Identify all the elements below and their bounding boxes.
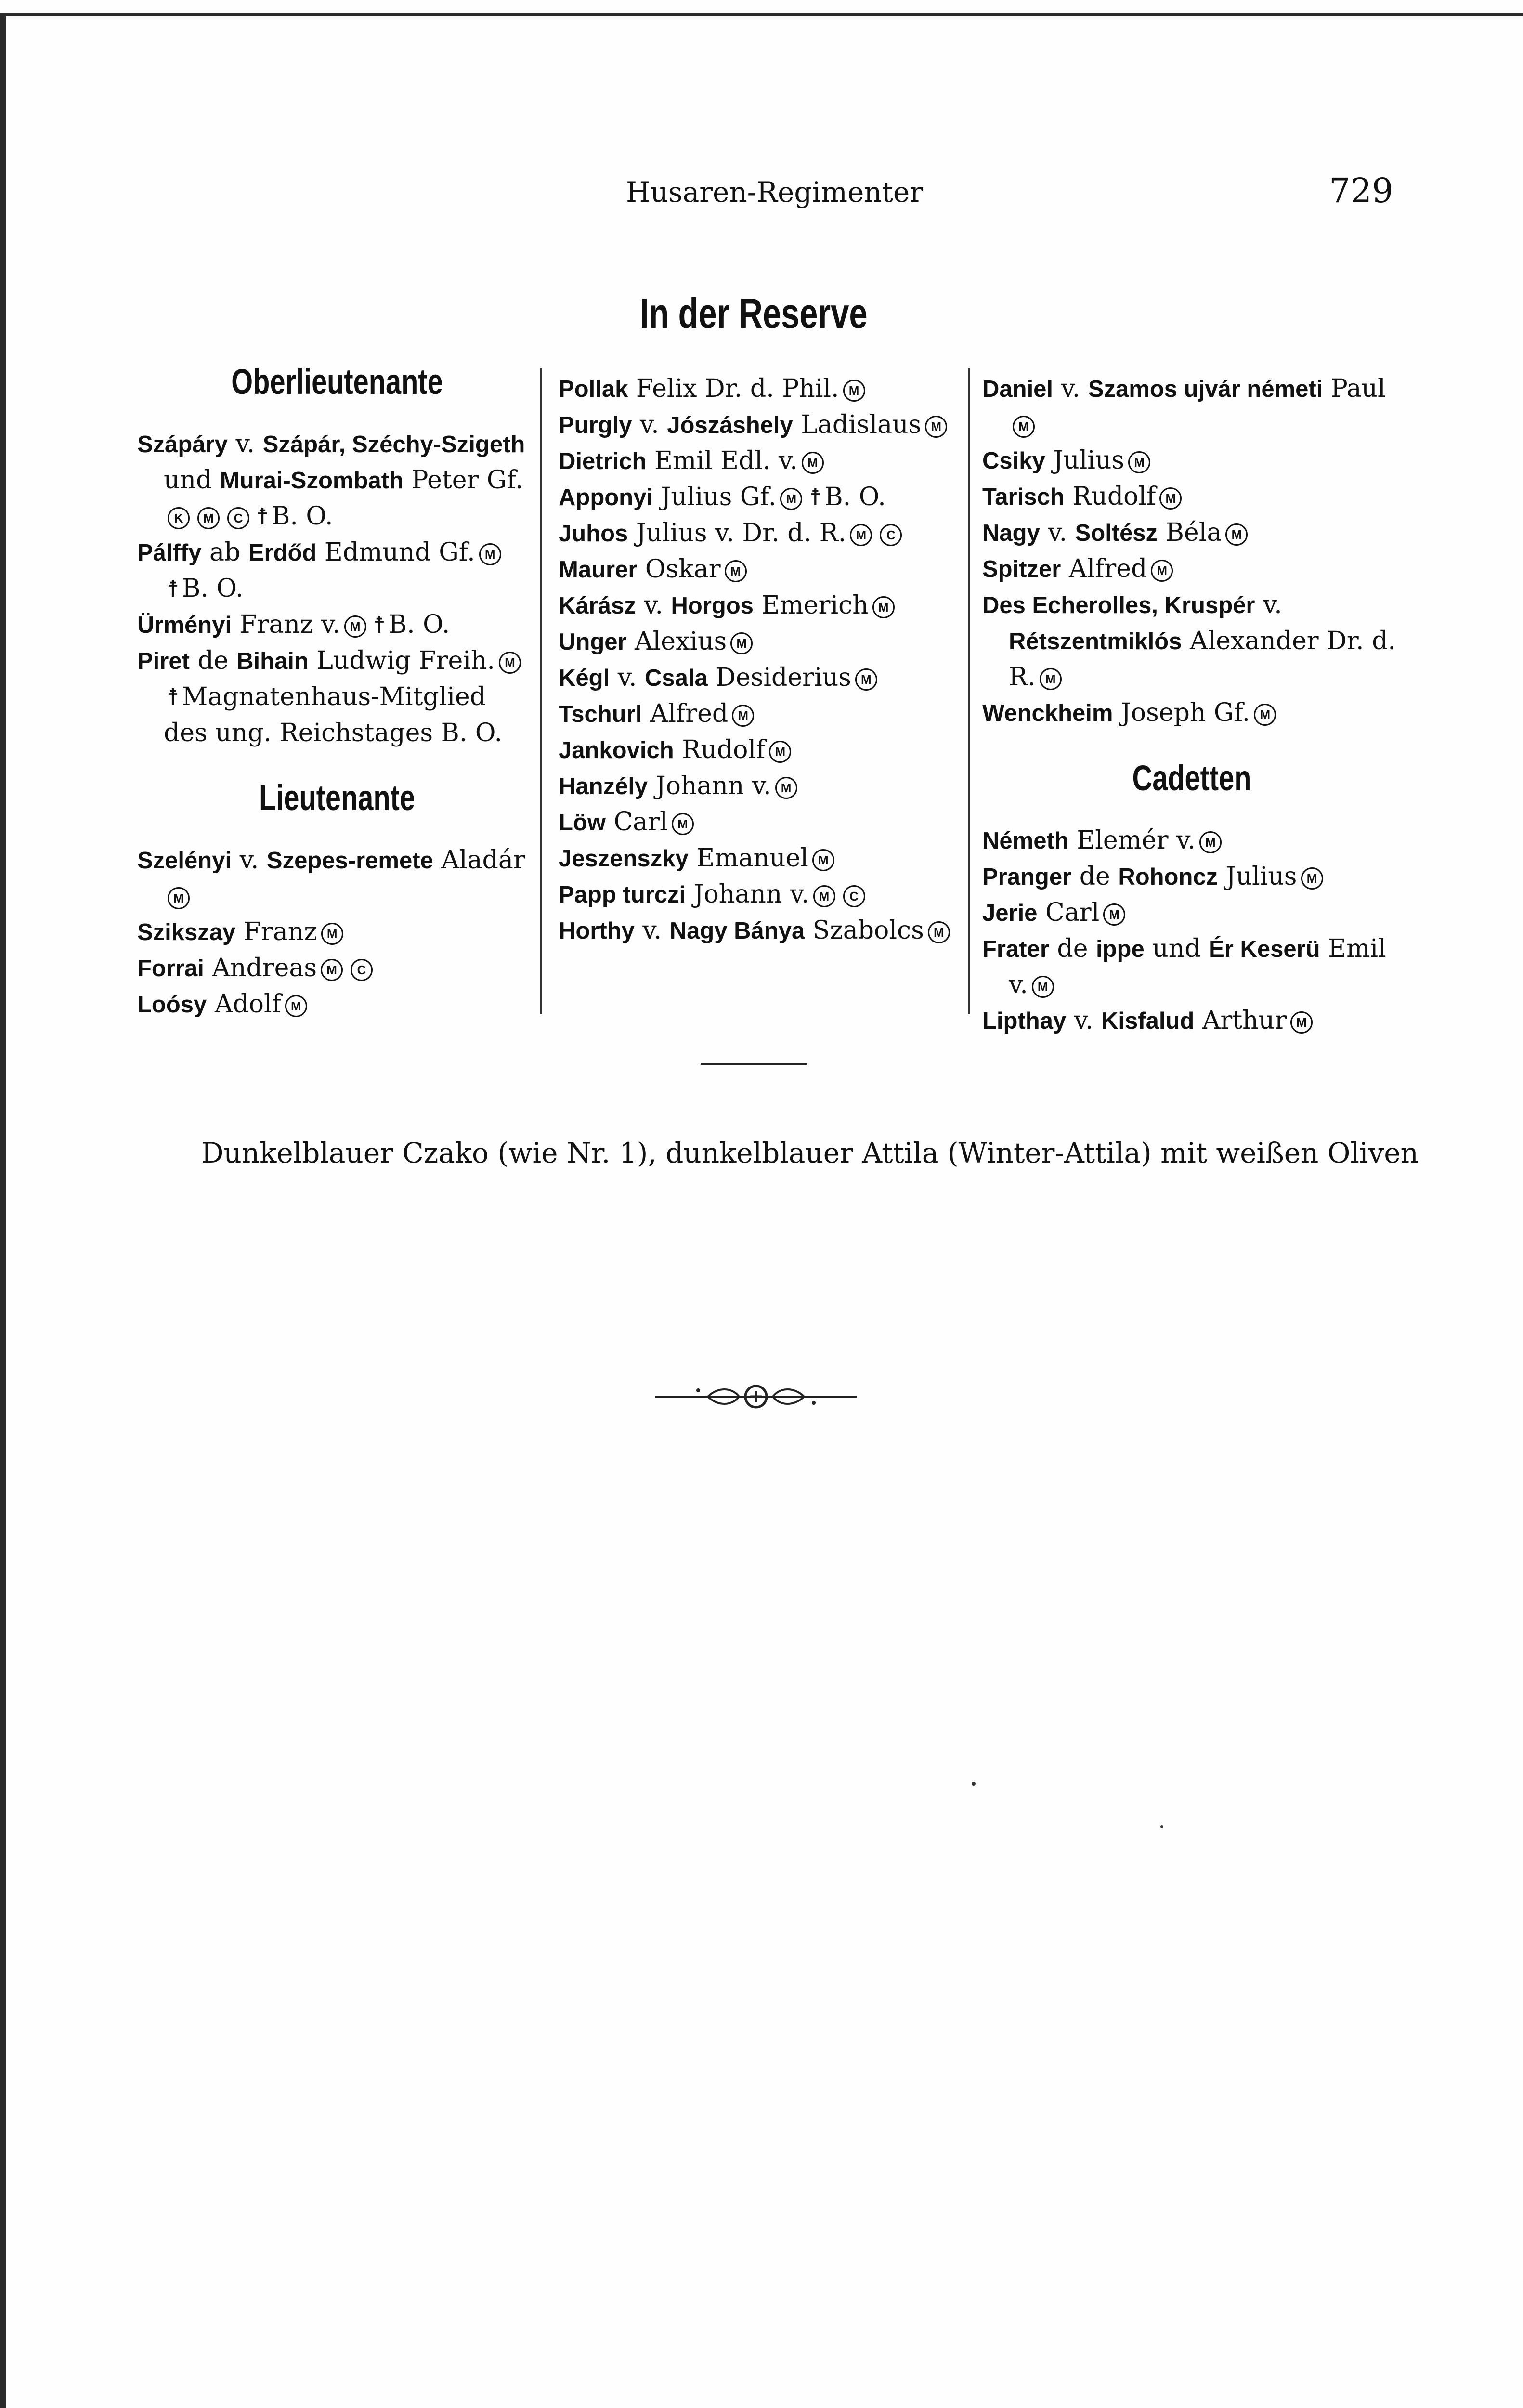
- ornament-icon: [655, 1380, 857, 1413]
- officer-entry: [137, 842, 537, 914]
- officer-surname: Pálffy: [137, 540, 202, 566]
- entry-text: Edmund Gf.: [316, 538, 475, 567]
- entry-text: v.: [1040, 518, 1075, 547]
- entry-text: Desiderius: [707, 663, 851, 692]
- officer-surname: Erdőd: [248, 540, 317, 566]
- decoration-mark-icon: M: [813, 885, 835, 907]
- decoration-mark-icon: M: [1103, 903, 1125, 926]
- officer-entry: [137, 986, 537, 1022]
- officer-entry: [559, 551, 958, 588]
- officer-surname: Wenckheim: [982, 700, 1113, 726]
- officer-entry: [137, 535, 537, 607]
- entry-text: B. O.: [824, 483, 886, 511]
- officer-surname: Bihain: [236, 648, 309, 674]
- cross-icon: ☨: [809, 484, 822, 511]
- decoration-mark-icon: M: [725, 560, 747, 582]
- officer-surname: Jeszenszky: [559, 846, 689, 872]
- officer-surname: Soltész: [1075, 520, 1158, 546]
- officer-surname: Piret: [137, 648, 190, 674]
- decoration-mark-icon: M: [732, 705, 754, 727]
- entry-text: Aladár: [433, 846, 525, 875]
- officer-surname: Szelényi: [137, 848, 232, 874]
- officer-entry: [982, 931, 1401, 1003]
- officer-surname: Hanzély: [559, 773, 648, 799]
- entry-text: Franz: [235, 917, 317, 946]
- column-2: [559, 371, 958, 949]
- cross-icon: ☨: [256, 503, 269, 530]
- decoration-mark-icon: M: [1199, 831, 1222, 853]
- officer-surname: Szikszay: [137, 919, 236, 945]
- officer-entry: [559, 407, 958, 443]
- entry-text: v.: [1066, 1006, 1102, 1035]
- decoration-mark-icon: M: [1013, 416, 1035, 438]
- decoration-mark-icon: M: [1301, 867, 1323, 890]
- entry-text: Alfred: [1061, 554, 1147, 583]
- entry-text: Julius: [1045, 446, 1125, 475]
- officer-entry: [559, 804, 958, 840]
- decoration-mark-icon: M: [843, 380, 865, 402]
- decoration-mark-icon: M: [321, 959, 343, 981]
- entry-text: Joseph Gf.: [1113, 698, 1250, 727]
- officer-entry: [982, 895, 1401, 931]
- officer-entry: [559, 624, 958, 660]
- cross-icon: ☨: [167, 576, 180, 602]
- entry-text: v.: [227, 430, 263, 458]
- officer-surname: Spitzer: [982, 556, 1061, 582]
- officer-surname: Pranger: [982, 864, 1072, 890]
- entry-text: B. O.: [272, 502, 333, 531]
- entry-text: Emil Edl. v.: [646, 446, 798, 475]
- decoration-mark-icon: M: [321, 923, 343, 945]
- entry-text: Alexander Dr. d. R.: [1009, 627, 1396, 692]
- decoration-mark-icon: M: [850, 524, 872, 546]
- officer-surname: Horthy: [559, 918, 635, 944]
- entry-text: Emanuel: [688, 844, 808, 873]
- decoration-mark-icon: M: [775, 777, 797, 799]
- officer-entry: [559, 588, 958, 624]
- entry-text: Ludwig Freih.: [308, 646, 495, 675]
- entry-text: Emerich: [754, 591, 869, 620]
- entry-text: v.: [232, 846, 267, 875]
- entry-text: Rudolf: [1064, 482, 1156, 511]
- decoration-mark-icon: M: [344, 615, 366, 638]
- officer-entry: [137, 950, 537, 986]
- decoration-mark-icon: M: [925, 416, 947, 438]
- officer-entry: [982, 551, 1401, 587]
- officer-surname: Ürményi: [137, 612, 232, 638]
- officer-entry: [982, 859, 1401, 895]
- decoration-mark-icon: M: [168, 887, 190, 909]
- decoration-mark-icon: M: [1254, 704, 1276, 726]
- officer-surname: Des Echerolles, Kruspér: [982, 592, 1255, 618]
- officer-entry: [982, 587, 1401, 695]
- officer-entry: [982, 479, 1401, 515]
- officer-surname: Papp turczi: [559, 882, 686, 908]
- entry-text: ab: [201, 538, 248, 567]
- section-title: In der Reserve: [639, 289, 868, 337]
- officer-entry: [982, 823, 1401, 859]
- page-frame-left: [0, 13, 6, 2408]
- entry-text: Rudolf: [674, 735, 766, 764]
- officer-surname: Rétszentmiklós: [1009, 628, 1182, 654]
- officer-entry: [982, 371, 1401, 443]
- paper-speck: [1160, 1825, 1163, 1828]
- entry-text: v.: [1053, 374, 1088, 403]
- officer-entry: [137, 426, 537, 535]
- entry-text: Carl: [1037, 898, 1100, 927]
- officer-surname: Dietrich: [559, 448, 647, 474]
- officer-entry: [559, 913, 958, 949]
- decoration-mark-icon: M: [780, 488, 802, 510]
- officer-surname: Németh: [982, 828, 1069, 854]
- rank-heading: Oberlieutenante: [231, 362, 443, 402]
- decoration-mark-icon: M: [769, 741, 791, 763]
- decoration-mark-icon: M: [1151, 560, 1173, 582]
- decoration-mark-icon: M: [855, 668, 877, 691]
- decoration-mark-icon: M: [928, 921, 950, 943]
- officer-surname: Purgly: [559, 412, 632, 438]
- decoration-mark-icon: M: [1159, 487, 1182, 510]
- rank-heading: Lieutenante: [259, 778, 415, 818]
- officer-surname: Nagy Bánya: [669, 918, 805, 944]
- decoration-mark-icon: M: [672, 813, 694, 835]
- decoration-mark-icon: M: [872, 596, 895, 618]
- officer-entry: [559, 877, 958, 913]
- officer-surname: Szápáry: [137, 432, 228, 458]
- decoration-mark-icon: M: [499, 652, 521, 674]
- section-end-rule: [701, 1063, 807, 1065]
- decoration-mark-icon: M: [1128, 451, 1150, 473]
- officer-entry: [559, 515, 958, 551]
- officer-entry: [982, 695, 1401, 731]
- entry-text: v.: [636, 591, 671, 620]
- column-divider: [968, 368, 970, 1014]
- officer-entry: [137, 643, 537, 751]
- officer-surname: Jerie: [982, 900, 1038, 926]
- entry-text: Emil v.: [1009, 934, 1386, 999]
- entry-text: B. O.: [388, 610, 450, 639]
- entry-text: Julius Gf.: [652, 483, 777, 511]
- decoration-mark-icon: C: [227, 507, 249, 529]
- officer-entry: [982, 443, 1401, 479]
- officer-surname: Tarisch: [982, 484, 1065, 510]
- column-1: [137, 361, 537, 1022]
- officer-surname: Szápár, Széchy-Szigeth: [262, 432, 525, 458]
- entry-text: Elemér v.: [1068, 826, 1196, 855]
- decoration-mark-icon: C: [880, 524, 902, 546]
- entry-text: Magnatenhaus-Mitglied des ung. Reichstages B. O.: [164, 682, 503, 747]
- decoration-mark-icon: M: [1040, 668, 1062, 690]
- officer-entry: [559, 371, 958, 407]
- uniform-note: Dunkelblauer Czako (wie Nr. 1), dunkelblauer Attila (Winter-Attila) mit weißen Oliven: [201, 1137, 1419, 1169]
- officer-surname: Kárász: [559, 593, 636, 619]
- officer-surname: Kégl: [559, 665, 610, 691]
- officer-surname: Juhos: [559, 521, 628, 547]
- entry-text: Felix Dr. d. Phil.: [628, 374, 839, 403]
- officer-surname: Kisfalud: [1101, 1008, 1195, 1034]
- officer-entry: [982, 515, 1401, 551]
- entry-text: B. O.: [182, 574, 244, 603]
- officer-surname: Jankovich: [559, 737, 674, 763]
- entry-text: v.: [634, 916, 670, 945]
- entry-text: Alfred: [642, 699, 729, 728]
- page-frame-top: [0, 13, 1523, 16]
- entry-text: Andreas: [204, 954, 317, 982]
- officer-entry: [559, 479, 958, 515]
- officer-surname: Loósy: [137, 992, 207, 1018]
- entry-text: de: [189, 646, 237, 675]
- entry-text: Paul: [1323, 374, 1386, 403]
- entry-text: Carl: [605, 808, 668, 837]
- rank-heading: Cadetten: [1132, 758, 1251, 798]
- officer-surname: Frater: [982, 936, 1049, 962]
- officer-entry: [559, 443, 958, 479]
- officer-entry: [137, 914, 537, 950]
- decoration-mark-icon: C: [843, 885, 865, 907]
- decoration-mark-icon: M: [802, 452, 824, 474]
- decoration-mark-icon: K: [168, 507, 190, 529]
- decoration-mark-icon: M: [285, 995, 307, 1017]
- officer-surname: Ér Keserü: [1209, 936, 1320, 962]
- entry-text: Oskar: [637, 555, 721, 584]
- decoration-mark-icon: M: [1032, 976, 1054, 998]
- cross-icon: ☨: [373, 612, 386, 639]
- entry-text: v.: [1255, 590, 1282, 619]
- officer-surname: Rohoncz: [1118, 864, 1218, 890]
- column-divider: [540, 368, 542, 1014]
- decoration-mark-icon: M: [812, 849, 834, 871]
- paper-speck: [972, 1782, 976, 1786]
- entry-text: Béla: [1158, 518, 1222, 547]
- page-number: 729: [1329, 171, 1393, 210]
- officer-surname: Szepes-remete: [266, 848, 433, 874]
- entry-text: und: [164, 466, 220, 495]
- officer-surname: Pollak: [559, 376, 628, 402]
- entry-text: Johann v.: [648, 772, 771, 800]
- entry-text: Alexius: [626, 627, 727, 656]
- entry-text: Julius v. Dr. d. R.: [628, 519, 846, 548]
- entry-text: v.: [610, 663, 645, 692]
- officer-surname: Jószáshely: [667, 412, 793, 438]
- decoration-mark-icon: M: [1225, 523, 1248, 546]
- entry-text: Adolf: [207, 990, 281, 1019]
- running-title: Husaren-Regimenter: [626, 176, 923, 209]
- officer-surname: Tschurl: [559, 701, 642, 727]
- officer-entry: [137, 607, 537, 643]
- decoration-mark-icon: M: [1290, 1011, 1313, 1034]
- officer-surname: Daniel: [982, 376, 1054, 402]
- decoration-mark-icon: M: [479, 543, 501, 565]
- entry-text: Szabolcs: [805, 916, 924, 945]
- cross-icon: ☨: [167, 684, 180, 711]
- officer-entry: [559, 768, 958, 804]
- entry-text: und: [1144, 934, 1209, 963]
- officer-entry: [559, 840, 958, 877]
- officer-entry: [559, 660, 958, 696]
- officer-surname: ippe: [1096, 936, 1145, 962]
- officer-entry: [982, 1003, 1401, 1039]
- officer-surname: Csala: [644, 665, 708, 691]
- officer-surname: Csiky: [982, 448, 1045, 474]
- officer-surname: Murai-Szombath: [220, 468, 404, 494]
- entry-text: Ladislaus: [793, 410, 922, 439]
- entry-text: v.: [632, 410, 667, 439]
- officer-surname: Unger: [559, 629, 627, 655]
- officer-surname: Apponyi: [559, 484, 653, 510]
- officer-entry: [559, 732, 958, 768]
- column-3: [982, 371, 1401, 1039]
- officer-surname: Forrai: [137, 955, 204, 982]
- entry-text: de: [1071, 862, 1119, 891]
- entry-text: Franz v.: [232, 610, 340, 639]
- entry-text: Peter Gf.: [403, 466, 523, 495]
- entry-text: Arthur: [1194, 1006, 1287, 1035]
- officer-surname: Horgos: [671, 593, 754, 619]
- officer-surname: Maurer: [559, 557, 638, 583]
- officer-entry: [559, 696, 958, 732]
- decoration-mark-icon: M: [730, 632, 753, 654]
- decoration-mark-icon: M: [197, 507, 220, 529]
- entry-text: Johann v.: [686, 880, 809, 909]
- decoration-mark-icon: C: [351, 959, 373, 981]
- officer-surname: Löw: [559, 810, 606, 836]
- entry-text: de: [1049, 934, 1096, 963]
- officer-surname: Szamos ujvár németi: [1088, 376, 1323, 402]
- entry-text: Julius: [1218, 862, 1297, 891]
- officer-surname: Nagy: [982, 520, 1040, 546]
- officer-surname: Lipthay: [982, 1008, 1067, 1034]
